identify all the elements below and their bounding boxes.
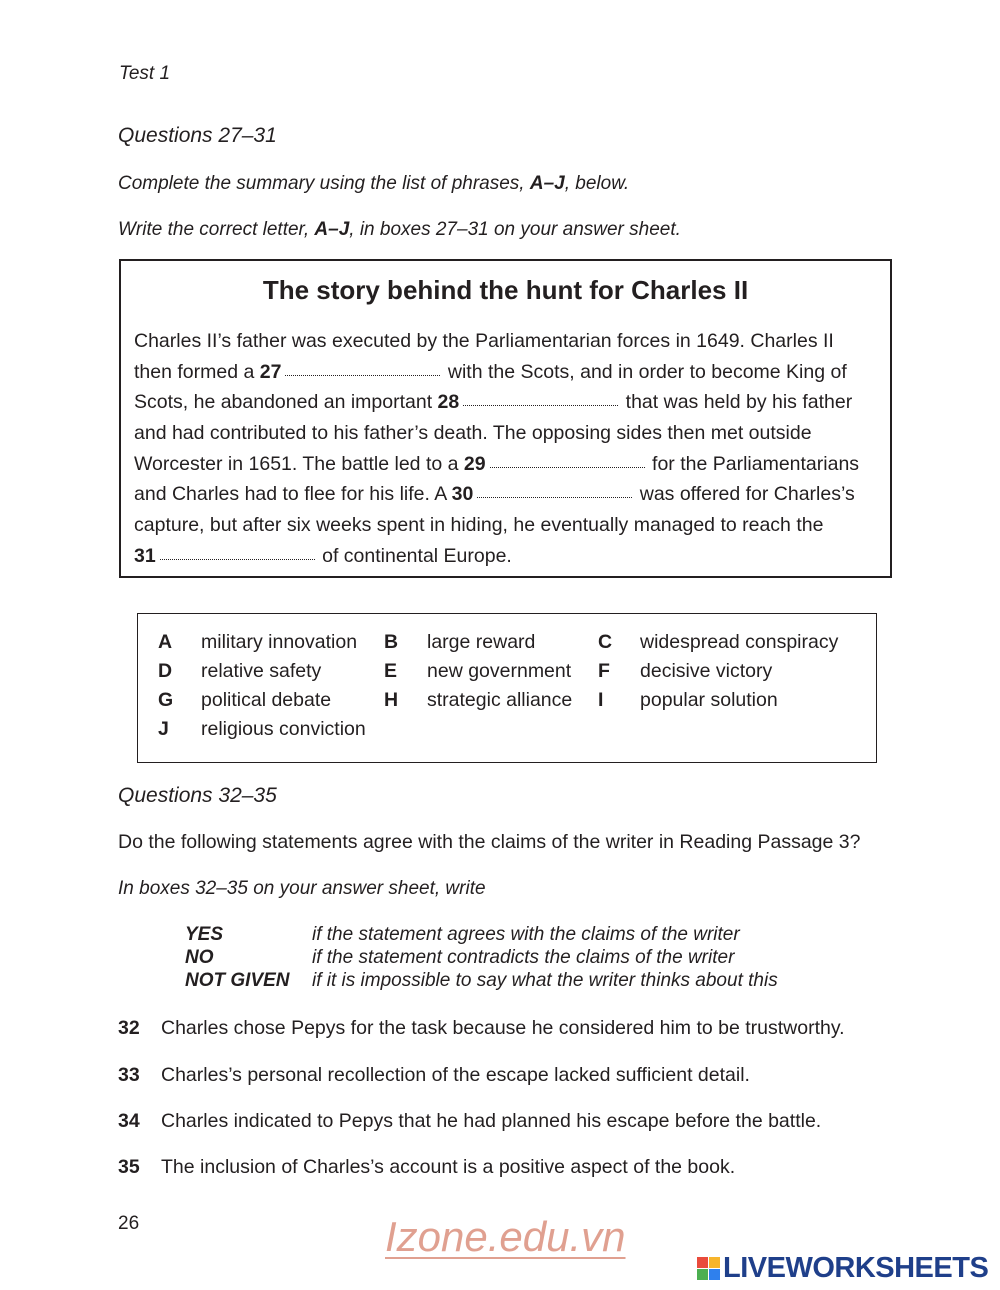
answer-gap-30[interactable] bbox=[477, 496, 632, 498]
gap-number-29: 29 bbox=[463, 453, 486, 475]
key-desc-yes: if the statement agrees with the claims of the writer bbox=[312, 924, 740, 945]
option-text-j: religious conviction bbox=[201, 718, 366, 740]
section-heading-27-31: Questions 27–31 bbox=[118, 124, 277, 147]
instruction-text: , below. bbox=[564, 173, 630, 194]
answer-gap-27[interactable] bbox=[285, 374, 440, 376]
option-letter-g: G bbox=[158, 689, 174, 711]
instruction-text: Complete the summary using the list of phrases, bbox=[118, 173, 530, 194]
answer-gap-31[interactable] bbox=[160, 558, 315, 560]
option-text-h: strategic alliance bbox=[427, 689, 573, 711]
instruction-text: , in boxes 27–31 on your answer sheet. bbox=[349, 219, 681, 240]
logo-blocks-icon bbox=[697, 1257, 720, 1280]
instruction-range: A–J bbox=[314, 219, 350, 240]
statement-number-35: 35 bbox=[118, 1156, 140, 1178]
test-label: Test 1 bbox=[119, 63, 171, 84]
statement-number-33: 33 bbox=[118, 1064, 140, 1086]
summary-line bbox=[134, 453, 859, 476]
summary-text: with the Scots, and in order to become King of bbox=[442, 361, 847, 383]
option-letter-a: A bbox=[158, 631, 173, 653]
summary-box bbox=[119, 259, 892, 578]
summary-text: of continental Europe. bbox=[316, 545, 512, 567]
summary-line: and had contributed to his father’s death. The opposing sides then met outside bbox=[134, 422, 812, 444]
key-term-yes: YES bbox=[185, 924, 224, 945]
instruction-range: A–J bbox=[529, 173, 565, 194]
statement-text-35: The inclusion of Charles’s account is a positive aspect of the book. bbox=[161, 1156, 736, 1178]
key-term-no: NO bbox=[185, 947, 214, 968]
option-text-e: new government bbox=[427, 660, 572, 682]
watermark-link[interactable]: Izone.edu.vn bbox=[385, 1213, 626, 1260]
summary-text: that was held by his father bbox=[620, 391, 853, 413]
logo-block bbox=[697, 1257, 708, 1268]
summary-line bbox=[134, 545, 512, 568]
option-letter-b: B bbox=[384, 631, 399, 653]
page-number: 26 bbox=[118, 1213, 140, 1234]
logo-text: LIVEWORKSHEETS bbox=[723, 1252, 989, 1284]
summary-line: capture, but after six weeks spent in hiding, he eventually managed to reach the bbox=[134, 514, 824, 536]
option-letter-j: J bbox=[158, 718, 169, 740]
gap-number-30: 30 bbox=[451, 483, 474, 505]
statement-text-32: Charles chose Pepys for the task because he considered him to be trustworthy. bbox=[161, 1017, 845, 1039]
answer-gap-28[interactable] bbox=[463, 404, 618, 406]
answer-gap-29[interactable] bbox=[490, 466, 645, 468]
option-letter-c: C bbox=[598, 631, 613, 653]
option-letter-f: F bbox=[598, 660, 610, 682]
statement-number-34: 34 bbox=[118, 1110, 140, 1132]
summary-title: The story behind the hunt for Charles II bbox=[262, 275, 749, 305]
option-text-f: decisive victory bbox=[640, 660, 773, 682]
option-letter-e: E bbox=[384, 660, 398, 682]
option-text-b: large reward bbox=[427, 631, 536, 653]
gap-number-27: 27 bbox=[259, 361, 282, 383]
summary-text: Scots, he abandoned an important bbox=[134, 391, 438, 413]
section-intro: Do the following statements agree with the claims of the writer in Reading Passage 3? bbox=[118, 831, 861, 853]
option-text-d: relative safety bbox=[201, 660, 322, 682]
phrase-options-box bbox=[137, 613, 877, 763]
summary-line bbox=[134, 483, 855, 506]
logo-block bbox=[709, 1257, 720, 1268]
gap-number-28: 28 bbox=[437, 391, 460, 413]
key-desc-no: if the statement contradicts the claims of the writer bbox=[312, 947, 735, 968]
option-letter-d: D bbox=[158, 660, 173, 682]
option-text-i: popular solution bbox=[640, 689, 778, 711]
summary-line bbox=[134, 361, 847, 384]
gap-number-31: 31 bbox=[134, 545, 156, 567]
instruction-write-letter bbox=[118, 219, 681, 241]
option-text-g: political debate bbox=[201, 689, 332, 711]
statement-number-32: 32 bbox=[118, 1017, 140, 1039]
option-text-c: widespread conspiracy bbox=[640, 631, 839, 653]
answer-instruction: In boxes 32–35 on your answer sheet, write bbox=[118, 878, 486, 899]
statement-text-34: Charles indicated to Pepys that he had planned his escape before the battle. bbox=[161, 1110, 822, 1132]
option-text-a: military innovation bbox=[201, 631, 358, 653]
summary-line: Charles II’s father was executed by the Parliamentarian forces in 1649. Charles II bbox=[134, 330, 834, 352]
option-letter-i: I bbox=[598, 689, 604, 711]
option-letter-h: H bbox=[384, 689, 399, 711]
summary-text: for the Parliamentarians bbox=[646, 453, 860, 475]
statement-text-33: Charles’s personal recollection of the escape lacked sufficient detail. bbox=[161, 1064, 750, 1086]
instruction-text: Write the correct letter, bbox=[118, 219, 315, 240]
summary-text: was offered for Charles’s bbox=[634, 483, 855, 505]
summary-text: and Charles had to flee for his life. A bbox=[134, 483, 452, 505]
key-desc-not-given: if it is impossible to say what the writer thinks about this bbox=[312, 970, 778, 991]
logo-block bbox=[709, 1269, 720, 1280]
summary-text: Worcester in 1651. The battle led to a bbox=[134, 453, 464, 475]
summary-line bbox=[134, 391, 852, 414]
section-heading-32-35: Questions 32–35 bbox=[118, 784, 277, 807]
key-term-not-given: NOT GIVEN bbox=[185, 970, 290, 991]
instruction-complete-summary bbox=[118, 173, 629, 195]
liveworksheets-logo[interactable] bbox=[697, 1252, 988, 1285]
summary-text: then formed a bbox=[134, 361, 260, 383]
logo-block bbox=[697, 1269, 708, 1280]
